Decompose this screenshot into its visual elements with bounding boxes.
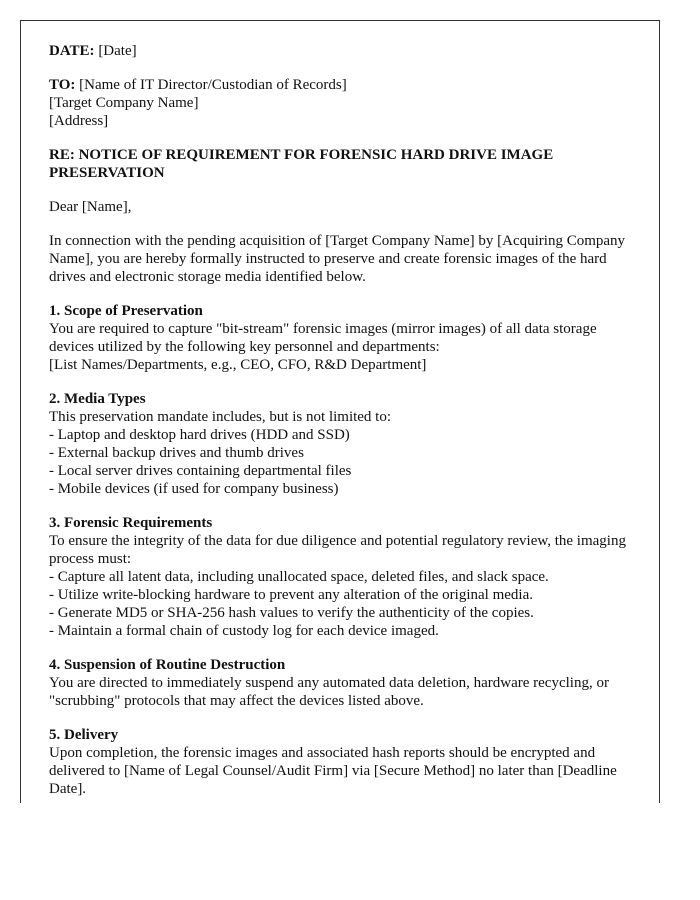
- section-heading: 4. Suspension of Routine Destruction: [49, 657, 286, 673]
- to-label: TO:: [49, 77, 76, 93]
- recipient-company: [Target Company Name]: [49, 95, 199, 111]
- date-label: DATE:: [49, 43, 95, 59]
- section-line: Upon completion, the forensic images and associated hash reports should be encrypted and delivered to [Name of Legal Counsel/Audit Firm] via [Secure Method] no later than [Deadline Date].: [49, 745, 617, 797]
- greeting: Dear [Name],: [49, 199, 132, 215]
- section-heading: 5. Delivery: [49, 727, 119, 743]
- section-line: You are required to capture "bit-stream" forensic images (mirror images) of all data storage devices utilized by the following key personnel and departments:: [49, 321, 597, 355]
- section: [49, 390, 631, 498]
- sections: [49, 302, 631, 798]
- section-line: This preservation mandate includes, but is not limited to:: [49, 409, 392, 425]
- section-line: - Local server drives containing departmental files: [49, 463, 352, 479]
- section: [49, 302, 631, 374]
- recipient-block: [49, 76, 631, 130]
- section-line: To ensure the integrity of the data for due diligence and potential regulatory review, the imaging process must:: [49, 533, 626, 567]
- subject-line: [49, 146, 631, 182]
- section: [49, 656, 631, 710]
- section-line: [List Names/Departments, e.g., CEO, CFO, R&D Department]: [49, 357, 427, 373]
- recipient-name: [Name of IT Director/Custodian of Records]: [79, 77, 347, 93]
- section-line: - Utilize write-blocking hardware to prevent any alteration of the original media.: [49, 587, 533, 603]
- section-line: You are directed to immediately suspend any automated data deletion, hardware recycling, or "scrubbing" protocols that may affect the devices listed above.: [49, 675, 609, 709]
- section-line: - Laptop and desktop hard drives (HDD and SSD): [49, 427, 350, 443]
- section-line: - External backup drives and thumb drives: [49, 445, 304, 461]
- section-heading: 3. Forensic Requirements: [49, 515, 213, 531]
- intro-paragraph: In connection with the pending acquisition of [Target Company Name] by [Acquiring Company Name], you are hereby formally instructed to preserve and create forensic images of the hard drives and electronic storage media identified below.: [49, 233, 626, 285]
- section-line: - Generate MD5 or SHA-256 hash values to verify the authenticity of the copies.: [49, 605, 534, 621]
- section: [49, 726, 631, 798]
- section-line: - Maintain a formal chain of custody log for each device imaged.: [49, 623, 439, 639]
- section-heading: 1. Scope of Preservation: [49, 303, 203, 319]
- date-line: [49, 42, 631, 60]
- recipient-address: [Address]: [49, 113, 109, 129]
- date-value: [Date]: [98, 43, 137, 59]
- section: [49, 514, 631, 640]
- section-line: - Capture all latent data, including unallocated space, deleted files, and slack space.: [49, 569, 549, 585]
- document-page: [20, 20, 660, 803]
- section-line: - Mobile devices (if used for company business): [49, 481, 339, 497]
- subject-text: RE: NOTICE OF REQUIREMENT FOR FORENSIC HARD DRIVE IMAGE PRESERVATION: [49, 147, 554, 181]
- section-heading: 2. Media Types: [49, 391, 146, 407]
